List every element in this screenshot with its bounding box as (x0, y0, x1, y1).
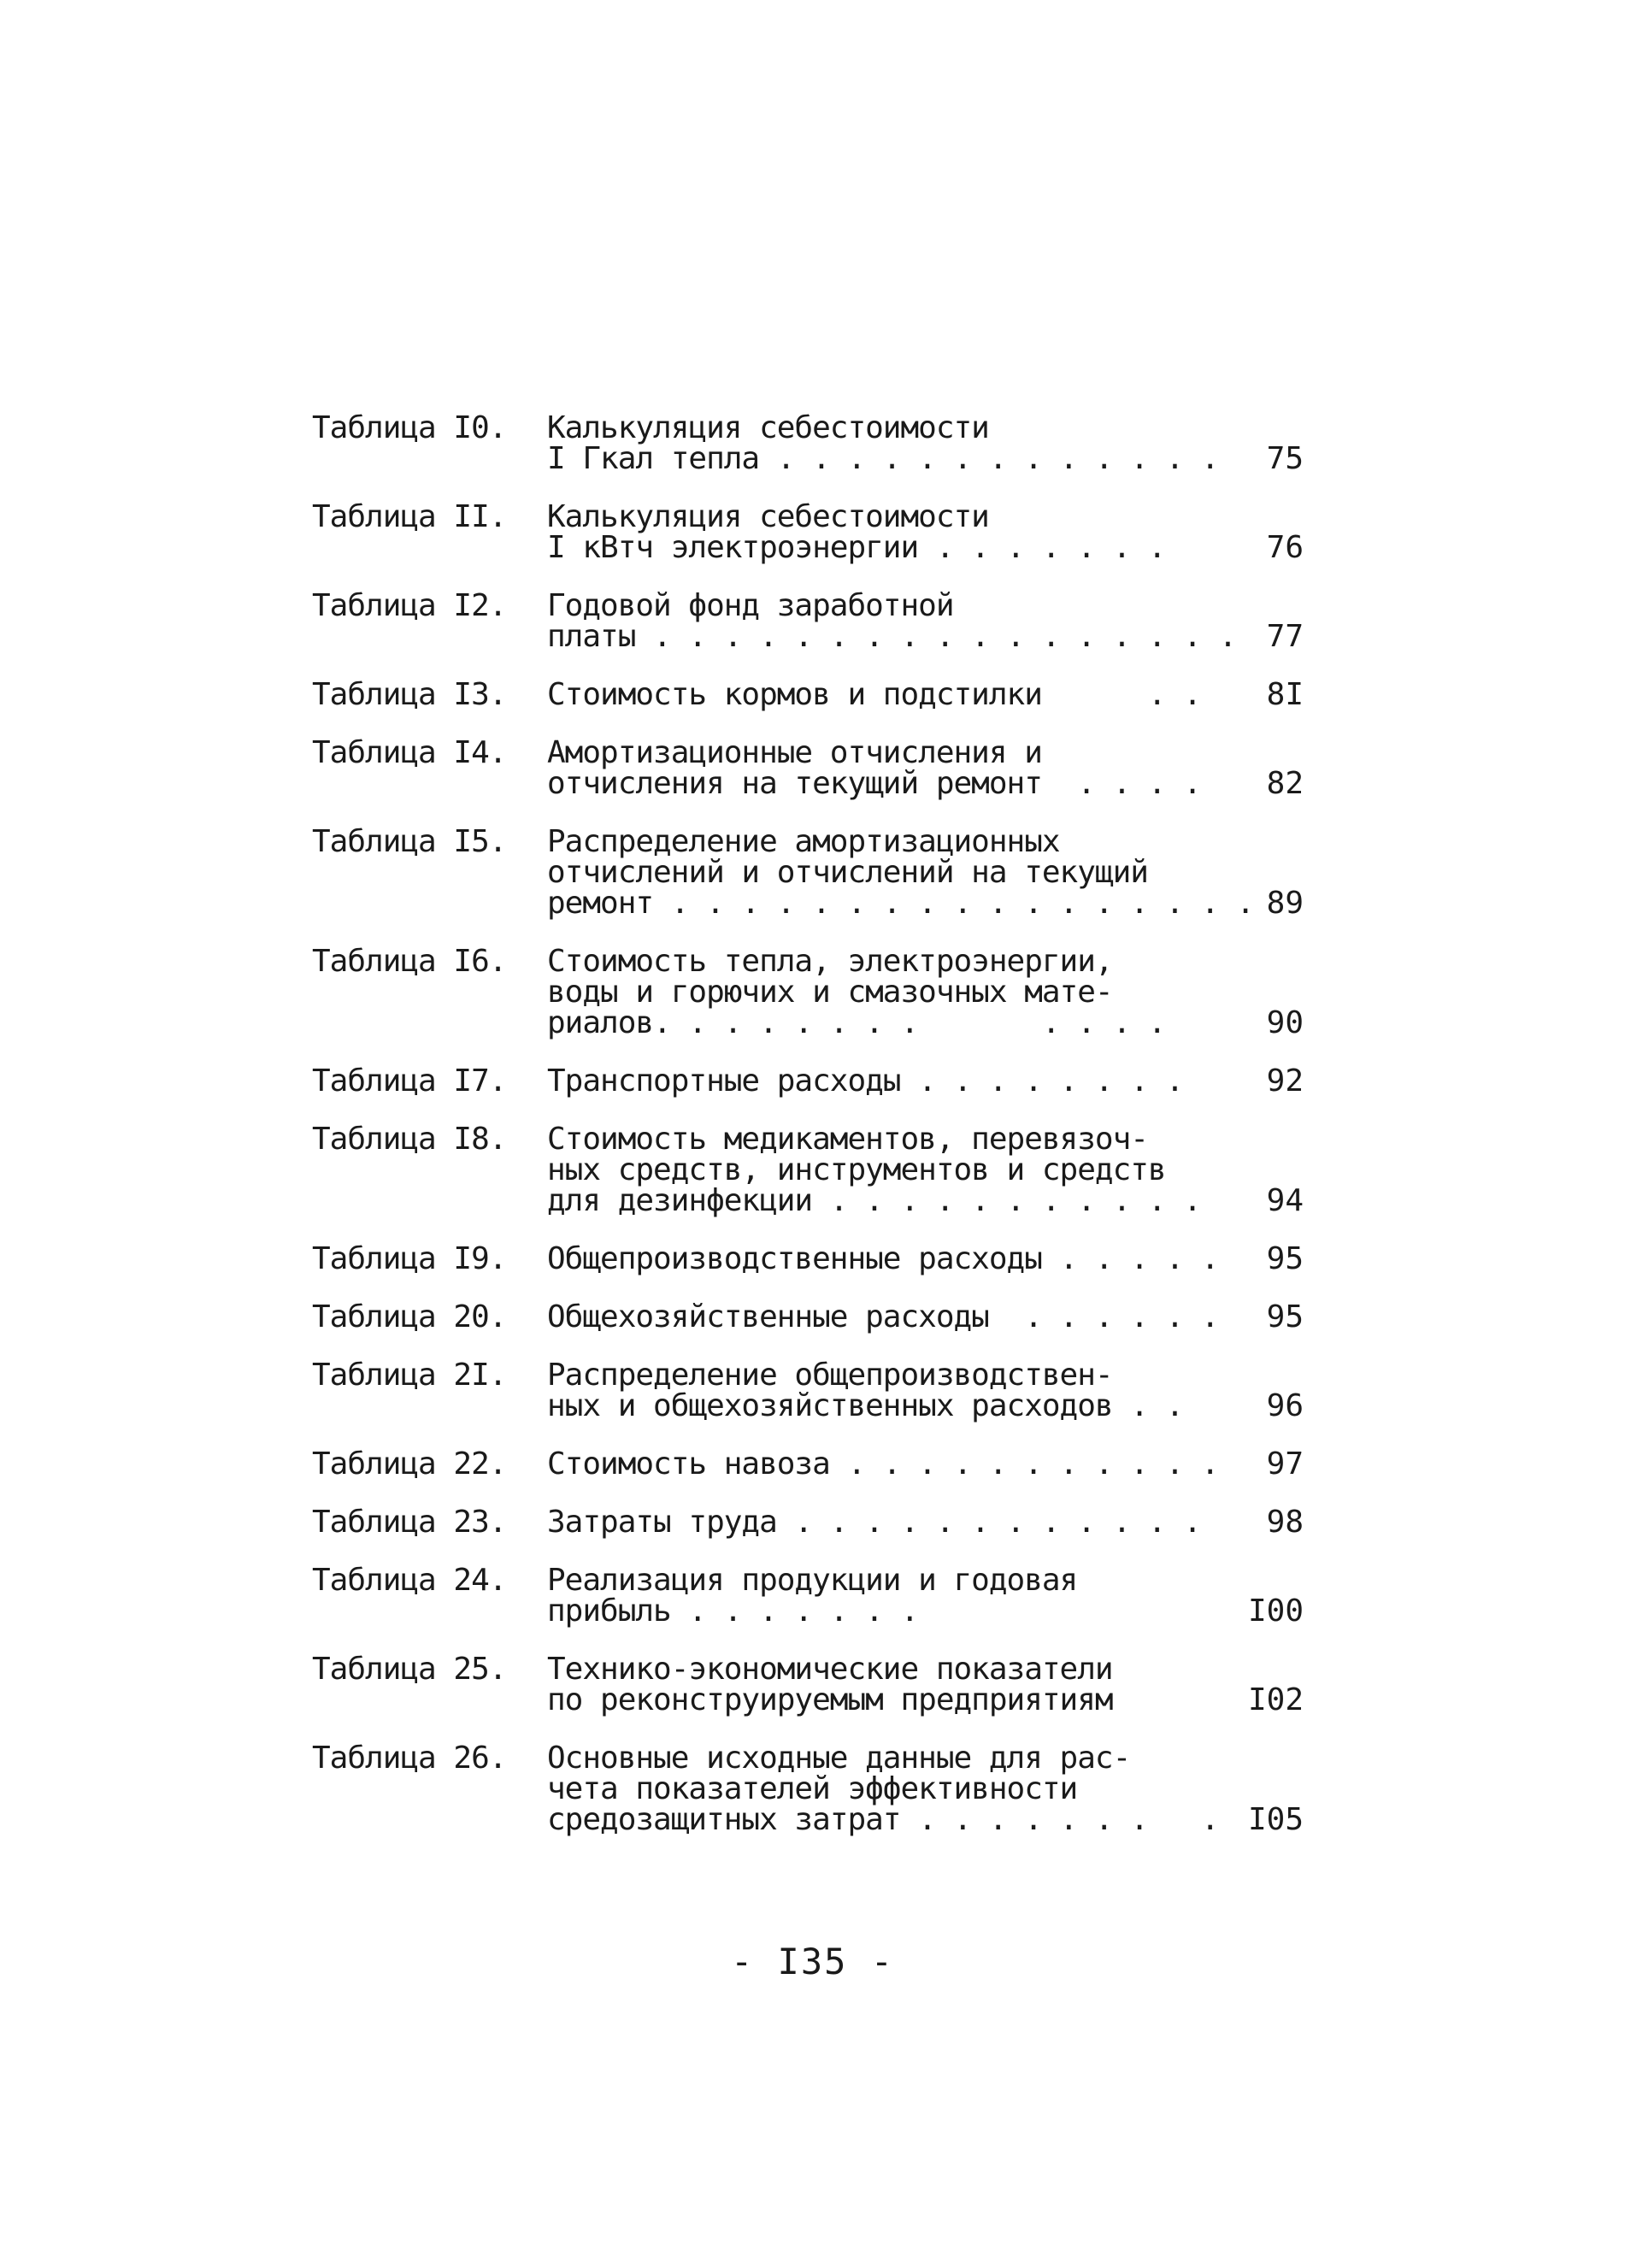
toc-entry-title (547, 1741, 1219, 1837)
toc-entry-title-line: Стоимость тепла, электроэнергии, (547, 944, 1113, 979)
toc-entry-page-number: 96 (1266, 1388, 1304, 1423)
toc-entry-title-line: чета показателей эффективности (547, 1771, 1078, 1806)
toc-entry-title-line: отчисления на текущий ремонт . . . . (547, 766, 1201, 801)
toc-entry (312, 1063, 1304, 1099)
toc-entry (312, 410, 1304, 476)
toc-entry-page-number: 8I (1266, 677, 1304, 712)
toc-entry-title-line: Распределение общепроизводствен- (547, 1358, 1113, 1393)
toc-entry-title-line: Годовой фонд заработной (547, 588, 954, 623)
toc-entry-title-line: ных средств, инструментов и средств (547, 1152, 1166, 1187)
toc-entry-title (547, 1446, 1219, 1482)
toc-entry-page-number: 89 (1266, 886, 1304, 921)
table-of-contents (312, 410, 1304, 1863)
toc-entry-title (547, 410, 1219, 476)
toc-entry-title-line: воды и горючих и смазочных мате- (547, 975, 1113, 1010)
toc-entry-title-line: Калькуляция себестоимости (547, 410, 989, 445)
toc-entry-title-line: Распределение амортизационных (547, 824, 1060, 859)
toc-entry-title (547, 1654, 1214, 1716)
toc-entry-page-number: 76 (1266, 530, 1304, 565)
toc-entry-title-line: для дезинфекции . . . . . . . . . . . (547, 1183, 1201, 1218)
toc-entry-title (547, 824, 1254, 921)
toc-entry-title-line: Основные исходные данные для рас- (547, 1741, 1131, 1776)
toc-entry (312, 1446, 1304, 1482)
toc-entry-title-line: средозащитных затрат . . . . . . . . (547, 1802, 1219, 1837)
toc-entry (312, 499, 1304, 565)
toc-entry-label: Таблица 23. (312, 1505, 507, 1540)
toc-entry-label: Таблица 22. (312, 1446, 507, 1482)
toc-entry-label: Таблица I5. (312, 824, 507, 859)
toc-entry-page-number: 97 (1266, 1446, 1304, 1482)
toc-entry-page-number: 98 (1266, 1505, 1304, 1540)
toc-entry (312, 677, 1304, 712)
toc-entry-title-line: ремонт . . . . . . . . . . . . . . . . . (547, 886, 1254, 921)
toc-entry-title (547, 1299, 1219, 1334)
toc-entry-title-line: Реализация продукции и годовая (547, 1563, 1078, 1598)
toc-entry-title-line: Калькуляция себестоимости (547, 499, 989, 534)
toc-entry-title (547, 499, 1214, 565)
toc-entry-page-number: I02 (1247, 1682, 1304, 1717)
toc-entry-label: Таблица I7. (312, 1063, 507, 1099)
toc-entry-title (547, 588, 1237, 654)
toc-entry-label: Таблица I3. (312, 677, 507, 712)
toc-entry-title-line: I кВтч электроэнергии . . . . . . . (547, 530, 1166, 565)
toc-entry-label: Таблица 25. (312, 1652, 507, 1687)
toc-entry-title-line: по реконструируемым предприятиям (547, 1682, 1113, 1717)
toc-entry-title-line: ных и общехозяйственных расходов . . (547, 1388, 1184, 1423)
toc-entry-label: Таблица I0. (312, 410, 507, 445)
toc-entry-page-number: 75 (1266, 441, 1304, 476)
toc-entry (312, 735, 1304, 801)
toc-entry-title-line: риалов. . . . . . . . . . . . (547, 1005, 1166, 1040)
toc-entry (312, 1565, 1304, 1627)
toc-entry-title-line: Амортизационные отчисления и (547, 735, 1042, 770)
toc-entry-label: Таблица I8. (312, 1122, 507, 1157)
toc-entry-title-line: Транспортные расходы . . . . . . . . (547, 1063, 1184, 1099)
toc-entry-title-line: Стоимость медикаментов, перевязоч- (547, 1122, 1148, 1157)
toc-entry-title (547, 735, 1214, 801)
toc-entry (312, 1241, 1304, 1276)
toc-entry-label: Таблица I4. (312, 735, 507, 770)
toc-entry-label: Таблица 2I. (312, 1358, 507, 1393)
toc-entry-title-line: Затраты труда . . . . . . . . . . . . (547, 1505, 1201, 1540)
toc-entry (312, 1124, 1304, 1216)
toc-entry-title-line: прибыль . . . . . . . (547, 1593, 919, 1629)
toc-entry (312, 1654, 1304, 1716)
toc-entry-page-number: 95 (1266, 1241, 1304, 1276)
toc-entry-page-number: 92 (1266, 1063, 1304, 1099)
toc-entry-label: Таблица 26. (312, 1741, 507, 1776)
toc-entry-title (547, 1360, 1214, 1422)
toc-entry-label: Таблица II. (312, 499, 507, 534)
toc-entry-label: Таблица I6. (312, 944, 507, 979)
toc-entry (312, 1299, 1304, 1334)
toc-entry-label: Таблица 20. (312, 1299, 507, 1334)
toc-entry-title (547, 946, 1214, 1039)
toc-entry-page-number: 77 (1266, 619, 1304, 654)
toc-entry-title-line: отчислений и отчислений на текущий (547, 855, 1148, 890)
toc-entry-title-line: I Гкал тепла . . . . . . . . . . . . . (547, 441, 1219, 476)
toc-entry-title-line: Общепроизводственные расходы . . . . . (547, 1241, 1219, 1276)
toc-entry (312, 824, 1304, 921)
toc-entry-page-number: 95 (1266, 1299, 1304, 1334)
toc-entry (312, 1507, 1304, 1538)
toc-entry (312, 946, 1304, 1039)
toc-entry-title (547, 1565, 1214, 1627)
toc-entry-title (547, 677, 1214, 712)
toc-entry-title (547, 1063, 1214, 1099)
toc-entry-page-number: 82 (1266, 766, 1304, 801)
toc-entry-title-line: Общехозяйственные расходы . . . . . . (547, 1299, 1219, 1334)
toc-entry-title-line: Технико-экономические показатели (547, 1652, 1113, 1687)
toc-entry (312, 1360, 1304, 1422)
toc-entry-title (547, 1124, 1214, 1216)
toc-entry-label: Таблица 24. (312, 1563, 507, 1598)
toc-entry (312, 588, 1304, 654)
toc-entry-title-line: Стоимость навоза . . . . . . . . . . . (547, 1446, 1219, 1482)
toc-entry-title (547, 1241, 1219, 1276)
toc-entry-label: Таблица I2. (312, 588, 507, 623)
toc-entry-page-number: I00 (1247, 1593, 1304, 1629)
page-number-footer: - I35 - (730, 1941, 894, 1982)
toc-entry-page-number: 90 (1266, 1005, 1304, 1040)
toc-entry (312, 1743, 1304, 1835)
toc-entry-title (547, 1507, 1214, 1538)
toc-entry-title-line: Стоимость кормов и подстилки . . (547, 677, 1201, 712)
toc-entry-label: Таблица I9. (312, 1241, 507, 1276)
toc-entry-page-number: 94 (1266, 1183, 1304, 1218)
toc-entry-page-number: I05 (1247, 1802, 1304, 1837)
toc-entry-title-line: платы . . . . . . . . . . . . . . . . . (547, 619, 1237, 654)
